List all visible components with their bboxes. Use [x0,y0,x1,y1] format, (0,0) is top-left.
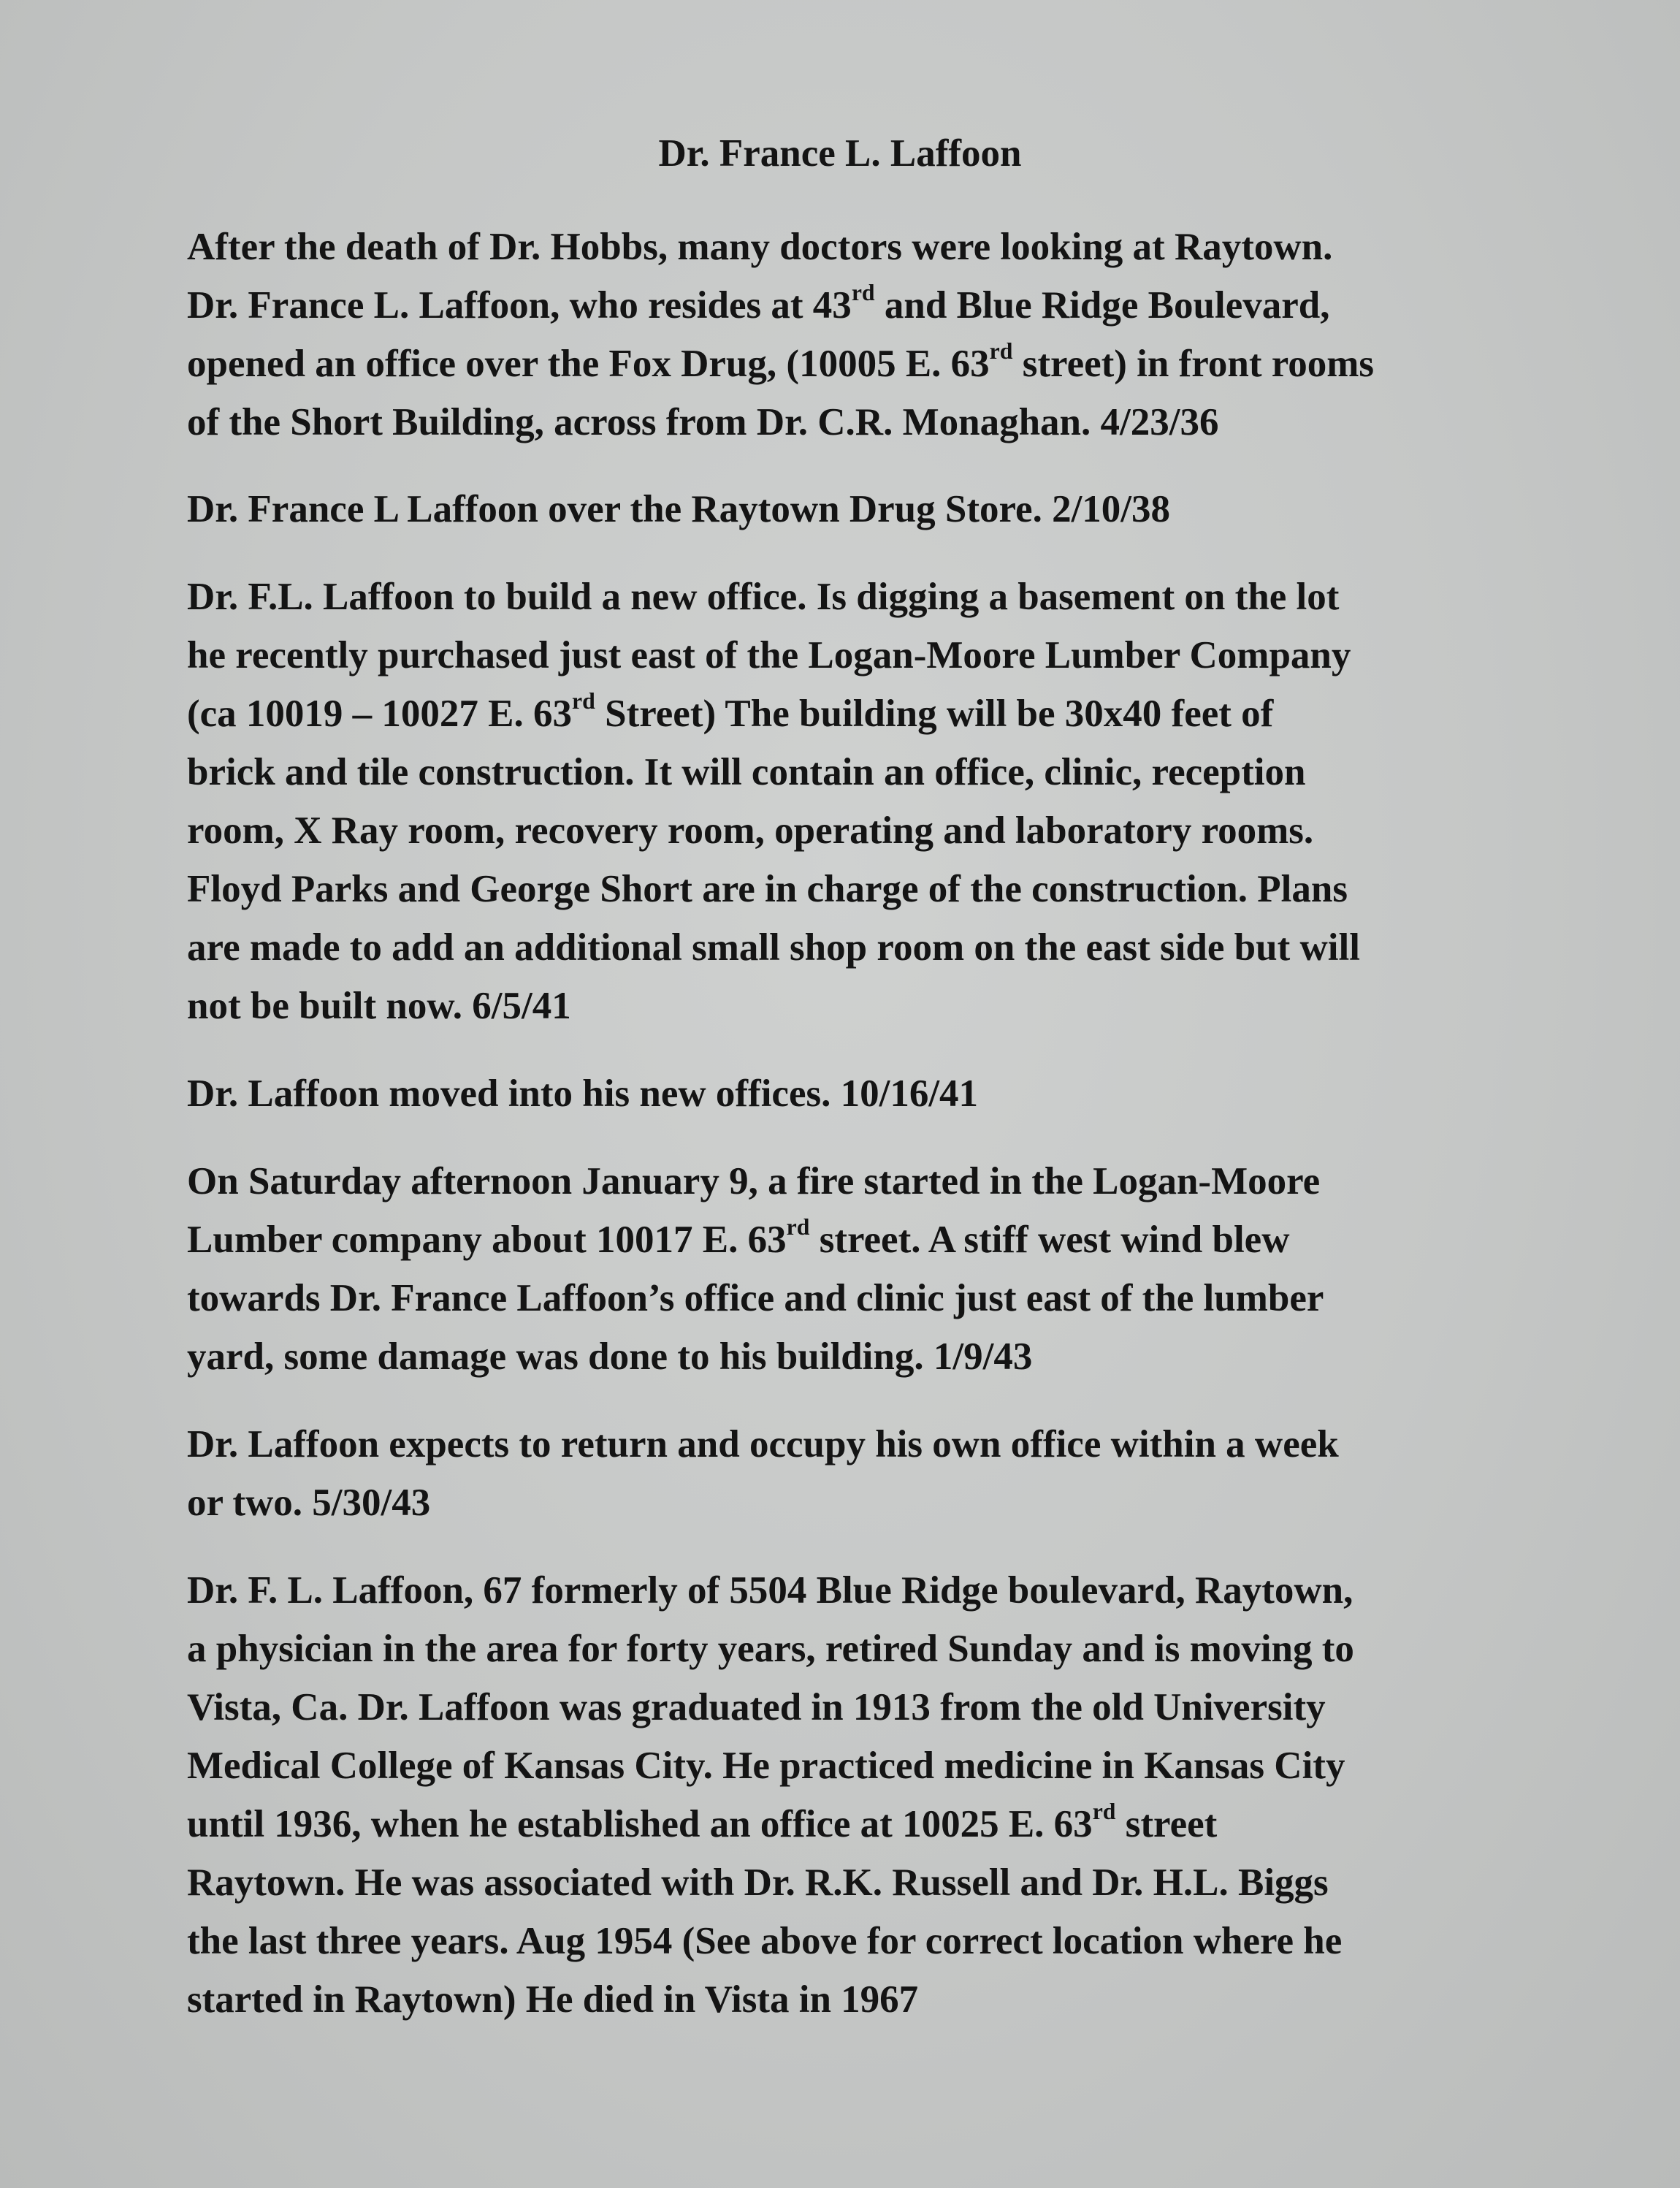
text-segment: the last three years. Aug 1954 (See above for correct location where he [187,1920,1343,1962]
text-segment: he recently purchased just east of the Logan-Moore Lumber Company [187,634,1351,676]
paragraph [187,1064,1575,1123]
text-line [187,1678,1575,1737]
text-line [187,1327,1575,1386]
text-segment: opened an office over the Fox Drug, (10005 E. 63 [187,343,990,385]
text-segment: street [1115,1803,1218,1845]
text-line [187,1415,1575,1474]
text-line [187,568,1575,626]
text-line [187,1795,1575,1853]
text-segment: room, X Ray room, recovery room, operating and laboratory rooms. [187,809,1314,852]
text-line [187,801,1575,860]
superscript: rd [989,338,1013,365]
text-line [187,626,1575,685]
text-segment: Dr. F. L. Laffoon, 67 formerly of 5504 Blue Ridge boulevard, Raytown, [187,1569,1353,1612]
text-segment: not be built now. 6/5/41 [187,985,571,1027]
paragraph [187,480,1575,538]
text-line [187,1620,1575,1678]
text-segment: Dr. Laffoon moved into his new offices. 10/16/41 [187,1072,979,1115]
text-segment: started in Raytown) He died in Vista in 1967 [187,1978,919,2021]
text-line [187,276,1575,335]
page-title: Dr. France L. Laffoon [658,132,1022,175]
text-segment: (ca 10019 – 10027 E. 63 [187,693,573,735]
text-line [187,1152,1575,1211]
text-segment: Dr. France L. Laffoon, who resides at 43 [187,284,852,327]
text-segment: are made to add an additional small shop room on the east side but will [187,926,1360,969]
text-segment: Floyd Parks and George Short are in charge of the construction. Plans [187,868,1348,910]
text-line [187,1064,1575,1123]
text-segment: Dr. France L Laffoon over the Raytown Drug Store. 2/10/38 [187,488,1171,530]
text-line [187,918,1575,977]
text-segment: brick and tile construction. It will contain an office, clinic, reception [187,751,1306,793]
text-line [187,1912,1575,1970]
text-line [187,218,1575,276]
text-line [187,1211,1575,1269]
text-segment: Street) The building will be 30x40 feet of [595,693,1274,735]
text-segment: Dr. F.L. Laffoon to build a new office. Is digging a basement on the lot [187,576,1340,618]
text-segment: street. A stiff west wind blew [809,1219,1290,1261]
text-line [187,685,1575,743]
text-line [187,1737,1575,1795]
text-segment: After the death of Dr. Hobbs, many doctors were looking at Raytown. [187,226,1333,268]
text-segment: Medical College of Kansas City. He practiced medicine in Kansas City [187,1745,1345,1787]
superscript: rd [786,1214,810,1240]
paragraph [187,568,1575,1035]
text-line [187,1474,1575,1532]
superscript: rd [572,688,595,714]
text-line [187,1561,1575,1620]
text-segment: Lumber company about 10017 E. 63 [187,1219,787,1261]
text-segment: towards Dr. France Laffoon’s office and clinic just east of the lumber [187,1277,1324,1319]
superscript: rd [1092,1799,1116,1825]
text-line [187,860,1575,918]
superscript: rd [851,280,875,306]
text-segment: or two. 5/30/43 [187,1482,431,1524]
text-segment: Dr. Laffoon expects to return and occupy his own office within a week [187,1423,1339,1465]
text-segment: a physician in the area for forty years, retired Sunday and is moving to [187,1628,1354,1670]
text-line [187,977,1575,1035]
paragraph [187,1561,1575,2029]
text-segment: and Blue Ridge Boulevard, [874,284,1330,327]
text-segment: On Saturday afternoon January 9, a fire started in the Logan-Moore [187,1160,1321,1202]
text-segment: until 1936, when he established an office at 10025 E. 63 [187,1803,1093,1845]
text-line [187,743,1575,801]
paragraph [187,218,1575,451]
paragraph [187,1415,1575,1532]
text-line [187,1970,1575,2029]
paragraph [187,1152,1575,1386]
text-segment: street) in front rooms [1012,343,1375,385]
text-segment: Raytown. He was associated with Dr. R.K. Russell and Dr. H.L. Biggs [187,1861,1329,1904]
text-segment: of the Short Building, across from Dr. C.R. Monaghan. 4/23/36 [187,401,1219,443]
text-segment: yard, some damage was done to his building. 1/9/43 [187,1335,1033,1378]
text-segment: Vista, Ca. Dr. Laffoon was graduated in 1913 from the old University [187,1686,1326,1728]
text-line [187,393,1575,451]
text-line [187,1269,1575,1327]
text-line [187,480,1575,538]
text-line [187,335,1575,393]
text-line [187,1853,1575,1912]
